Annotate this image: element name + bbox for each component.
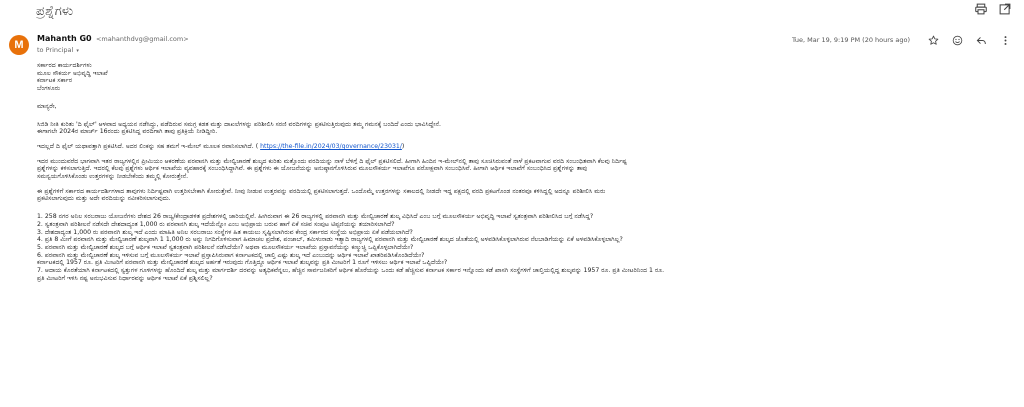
paragraph: ಈ ಪ್ರಶ್ನೆಗಳಿಗೆ ಸರ್ಕಾರದ ಕಾರ್ಯದರ್ಶಿಗಳಾದ ತಾವುಗಳು ನಿರ್ದಿಷ್ಟವಾಗಿ ಉತ್ತರಿಸಬೇಕಾಗಿ ಕೋರುತ್ತೇವೆ. ನೀವು ನೀಡುವ ಉತ್ತರವನ್ನು ವರದಿಯಲ್ಲಿ ಪ್ರಕಟಿಸಲಾಗುತ್ತದೆ. ಒಂದೊಮ್ಮೆ ಉತ್ತರಗಳನ್ನು ಸಕಾಲದಲ್ಲಿ ನೀಡದೇ ಇದ್ದ ಪಕ್ಷದಲ್ಲಿ ವರದಿ ಪ್ರಕಟಗೊಂಡ ನಂತರವೂ ಕಳಿಸಿದ್ದಲ್ಲಿ ಅದನ್ನೂ ಪರಿಶೀಲಿಸಿ ಮರು ಪ್ರಕಟಿಸಲಾಗುವುದು ಮತ್ತು ಅದೇ ವರದಿಯನ್ನು ನವೀಕರಿಸಲಾಗುವುದು. (37, 187, 606, 203)
address-line: ಮೂಲ ಸೌಕರ್ಯ ಅಭಿವೃದ್ಧಿ ಇಲಾಖೆ (37, 69, 108, 77)
subject-row (36, 4, 1024, 24)
email-body (37, 62, 917, 282)
email-subject: ಪ್ರಶ್ನೆಗಳು (36, 4, 74, 19)
question-item: 7. ಆದಾಯ ಕೊರತೆಯಾಗಿ ಕರ್ನಾಟಕದಲ್ಲಿ ಸ್ವತ್ತುಗಳ ಗೂಳಿಗಳನ್ನು ಹೊಂದಿದೆ ಶುಲ್ಕ ಮತ್ತು ಮಾರ್ಗದರ್ಶಿ ದರವನ್ನು ಅತ್ಯಧಿಕವೆನ್ನಲು, ಹೆಚ್ಚಿನ ಸಾರ್ವಜನಿಕರಿಗೆ ಆರ್ಥಿಕ ಹೊರೆಯನ್ನು ಒಂದು ಕಡೆ ಹೆಚ್ಚಿಸುವ ಕರ್ನಾಟಕ ಸರ್ಕಾರ ಇನ್ನೊಂದು ಕಡೆ ಖಾಸಗಿ ಸಂಸ್ಥೆಗಳಿಗೆ ಚಾಲ್ತಿಯಲ್ಲಿದ್ದ ಶುಲ್ಕವನ್ನು 1957 ರೂ. ಪ್ರತಿ ಮೀಟರಿನಿಂದ 1 ರೂ. ಪ್ರತಿ ಮೀಟರಿಗೆ ಇಳಿಸಿ ನಷ್ಟ ಅನುಭವಿಸುವ ನಿರ್ಧಾರವನ್ನು ಆರ್ಥಿಕ ಇಲಾಖೆ ಏಕೆ ಪ್ರಶ್ನಿಸಲಿಲ್ಲ? (37, 267, 665, 282)
chevron-down-icon[interactable]: ▾ (76, 48, 79, 54)
question-item: 4. ಪ್ರತಿ 8 ಮೀಗೆ ಪರವಾನಗಿ ಮತ್ತು ಮೇಲ್ವಿಚಾರಣೆ ಶುಲ್ಕವಾಗಿ 1 1,000 ರು ಅನ್ನು ನಿಗದಿಗೊಳಿಸುವಾಗ ಹಿಮಾಚಲ ಪ್ರದೇಶ, ಪಂಜಾಬ್, ತಮಿಳುನಾಡು ಇತ್ಯಾದಿ ರಾಜ್ಯಗಳಲ್ಲಿ ಪರವಾನಗಿ ಮತ್ತು ಮೇಲ್ವಿಚಾರಣೆ ಶುಲ್ಕದ ಜೊತೆಯಲ್ಲಿ ಅಳವಡಿಸಿಕೊಳ್ಳಲಾಗಿರುವ ನೆಲಬಾಡಿಗೆಯನ್ನು ಏಕೆ ಅಳವಡಿಸಿಕೊಳ್ಳಲಾಗಿಲ್ಲ? (37, 236, 623, 244)
paragraph-with-link (37, 143, 917, 151)
recipient-line[interactable] (37, 46, 79, 54)
message-meta (792, 33, 1012, 47)
sender-email: <mahanthdvg@gmail.com> (95, 35, 189, 43)
star-icon[interactable] (926, 33, 940, 47)
paragraph-text: ಇದಲ್ಲದೆ ದಿ ಫೈಲ್ ಯಥಾವತ್ತಾಗಿ ಪ್ರಕಟಿಸಿದೆ. ಅದರ ಲಿಂಕನ್ನು ಸಹ ತಮಗೆ ಇ-ಮೇಲ್ ಮೂಲಕ ರವಾನಿಸಲಾಗಿದೆ. ( (37, 142, 261, 150)
address-line: ಸರ್ಕಾರದ ಕಾರ್ಯದರ್ಶಿಗಳು (37, 62, 92, 69)
avatar[interactable]: M (9, 35, 29, 55)
sender-name[interactable]: Mahanth G0 (37, 34, 92, 43)
emoji-icon[interactable] (950, 33, 964, 47)
recipient-label: to Principal (37, 46, 74, 54)
address-line: ಬೆಂಗಳೂರು (37, 85, 61, 93)
salutation: ಮಾನ್ಯರೇ, (37, 102, 57, 110)
open-in-new-window-icon[interactable] (998, 2, 1012, 16)
print-icon[interactable] (974, 2, 988, 16)
article-link[interactable]: https://the-file.in/2024/03/governance/23031/ (260, 142, 402, 150)
more-icon[interactable] (998, 33, 1012, 47)
sender-line (37, 34, 189, 43)
paragraph-text: ) (401, 142, 405, 150)
question-item: 5. ಪರವಾನಗಿ ಮತ್ತು ಮೇಲ್ವಿಚಾರಣೆ ಶುಲ್ಕದ ಬಗ್ಗೆ ಆರ್ಥಿಕ ಇಲಾಖೆ ಸ್ವತಂತ್ರವಾಗಿ ಪರಿಶೀಲನೆ ನಡೆಸಿದೆಯೇ? ಅಥವಾ ಮೂಲಸೌಕರ್ಯ ಇಲಾಖೆಯ ಪ್ರಸ್ತಾವನೆಯನ್ನು ಕಣ್ಮುಚ್ಚಿ ಒಪ್ಪಿಕೊಳ್ಳಲಾಗಿದೆಯೇ? (37, 243, 414, 251)
question-item: 2. ಸ್ವತಂತ್ರವಾಗಿ ಪರಿಶೀಲನೆ ನಡೆಸದೇ ದೇಶದಾದ್ಯಂತ 1,000 ರು ಪರವಾನಗಿ ಶುಲ್ಕ ಇದೆಯೆನ್ನೋ ಎಂಬ ಅಭಿಪ್ರಾಯ ಬರುವ ಹಾಗೆ ಏಕೆ ಸಚಿವ ಸಂಪುಟ ಟಿಪ್ಪಣಿಯನ್ನು ತಯಾರಿಸಲಾಗಿದೆ? (37, 220, 395, 228)
timestamp: Tue, Mar 19, 9:19 PM (20 hours ago) (791, 36, 910, 44)
paragraph: ಇದರ ಮುಂದುವರೆದ ಭಾಗವಾಗಿ ಇತರ ರಾಜ್ಯಗಳಲ್ಲಿನ ಪ್ರೀಮಿಯಂ ಆಕರಣೆಯ ಪರವಾನಗಿ ಮತ್ತು ಮೇಲ್ವಿಚಾರಣೆ ಶುಲ್ಕದ ಕುರಿತು ಮತ್ತೊಂದು ವರದಿಯನ್ನು ನಾಳೆ ಬೆಳಿಗ್ಗೆ ದಿ ಫೈಲ್ ಪ್ರಕಟಿಸಲಿದೆ. ಹೀಗಾಗಿ ಹಿಂದಿನ ಇ-ಮೇಲ್‌ನಲ್ಲಿ ತಾವು ಸೂಚಿಸಿರುವಂತೆ ನಾಳೆ ಪ್ರಕಟವಾಗುವ ವರದಿ ಸಂಬಂಧಿತವಾಗಿ ಕೆಲವು ನಿರ್ದಿಷ್ಟ ಪ್ರಶ್ನೆಗಳನ್ನು ಕಳಿಸಲಾಗುತ್ತಿದೆ. ಇದರಲ್ಲಿ ಕೆಲವು ಪ್ರಶ್ನೆಗಳು ಆರ್ಥಿಕ ಇಲಾಖೆಯ ವ್ಯವಹಾರಕ್ಕೆ ಸಂಬಂಧಿಸಿದ್ದಾಗಿವೆ. ಈ ಪ್ರಶ್ನೆಗಳು ಈ ಯೋಜನೆಯನ್ನು ಅನುಷ್ಠಾನಗೊಳಿಸಿರುವ ಮೂಲಸೌಕರ್ಯ ಇಲಾಖೆಗೂ ಪರೋಕ್ಷವಾಗಿ ಸಂಬಂಧಿಸಿವೆ. ಹೀಗಾಗಿ ಆರ್ಥಿಕ ಇಲಾಖೆಗೆ ಸಂಬಂಧಿಸಿದ ಪ್ರಶ್ನೆಗಳನ್ನು ತಾವು ಸಮನ್ವಯಗೊಳಿಸಿಕೊಂಡು ಉತ್ತರಗಳನ್ನು ನೀಡಬೇಕೆಂದು ತಮ್ಮಲ್ಲಿ ಕೋರುತ್ತೇನೆ. (37, 157, 627, 181)
question-item: 6. ಪರವಾನಗಿ ಮತ್ತು ಮೇಲ್ವಿಚಾರಣೆ ಶುಲ್ಕ ಇಳಿಸುವ ಬಗ್ಗೆ ಮೂಲಸೌಕರ್ಯ ಇಲಾಖೆ ಪ್ರಸ್ತಾಪಿಸಿರುವಾಗ ಕರ್ನಾಟಕದಲ್ಲಿ ಚಾಲ್ತಿ ಎಷ್ಟು ಶುಲ್ಕ ಇದೆ ಎಂಬುದನ್ನು ಆರ್ಥಿಕ ಇಲಾಖೆ ಖಾತರಿಪಡಿಸಿಕೊಂಡಿದೆಯೇ? ಕರ್ನಾಟಕದಲ್ಲಿ 1957 ರೂ. ಪ್ರತಿ ಮೀಟರಿಗೆ ಪರವಾನಗಿ ಮತ್ತು ಮೇಲ್ವಿಚಾರಣೆ ಶುಲ್ಕದ ಅರ್ಹತೆ ಇರುವುದು ಗೊತ್ತಿದ್ದೂ ಆರ್ಥಿಕ ಇಲಾಖೆ ಶುಲ್ಕವನ್ನು ಪ್ರತಿ ಮೀಟರಿಗೆ 1 ರೂಗೆ ಇಳಿಸಲು ಆರ್ಥಿಕ ಇಲಾಖೆ ಒಪ್ಪಿದೆಯೇ? (37, 251, 448, 267)
reply-icon[interactable] (974, 33, 988, 47)
top-actions (974, 2, 1012, 16)
question-item: 1. 258 ನಗರ ಅನಿಲ ಸರಬರಾಜು ಯೋಜನೆಗಳು ದೇಶದ 26 ರಾಜ್ಯ/ಕೇಂದ್ರಾಡಳಿತ ಪ್ರದೇಶಗಳಲ್ಲಿ ಜಾರಿಯಲ್ಲಿವೆ. ಹೀಗಿರುವಾಗ ಈ 26 ರಾಜ್ಯಗಳಲ್ಲಿ ಪರವಾನಗಿ ಮತ್ತು ಮೇಲ್ವಿಚಾರಣೆ ಶುಲ್ಕ ವಿಧಿಸಿದೆ ಎಂಬ ಬಗ್ಗೆ ಮೂಲಸೌಕರ್ಯ ಅಭಿವೃದ್ಧಿ ಇಲಾಖೆ ಸ್ವತಂತ್ರವಾಗಿ ಪರಿಶೀಲಿಸಿದ ಬಗ್ಗೆ ನಡೆಸಿದ್ದ? (37, 213, 594, 221)
address-line: ಕರ್ನಾಟಕ ಸರ್ಕಾರ (37, 77, 73, 85)
paragraph: ಸಿಜಿಡಿ ನೀತಿ ಕುರಿತು 'ದಿ ಫೈಲ್' ಆಳವಾದ ಅಧ್ಯಯನ ನಡೆಸಿದ್ದು, ಪಡೆದಿರುವ ಸಮಗ್ರ ಕಡತ ಮತ್ತು ದಾಖಲೆಗಳನ್ನು ಪರಿಶೀಲಿಸಿ ಸರಣಿ ವರದಿಗಳನ್ನು ಪ್ರಕಟಿಸುತ್ತಿರುವುದು ತಮ್ಮ ಗಮನಕ್ಕೆ ಬಂದಿದೆ ಎಂದು ಭಾವಿಸಿದ್ದೇನೆ. ಈಗಾಗಲೇ 2024ರ ಮಾರ್ಚ್ 16ರಂದು ಪ್ರಕಟಿಸಿದ್ದ ವರದಿಗಾಗಿ ತಾವು ಪ್ರತಿಕ್ರಿಯೆ ನೀಡಿದ್ದೀರಿ. (37, 120, 441, 136)
question-item: 3. ದೇಶದಾದ್ಯಂತ 1,000 ರು ಪರವಾನಗಿ ಶುಲ್ಕ ಇದೆ ಎಂದು ಮಾಹಿತಿ ಅನಿಲ ಸರಬರಾಜು ಸಂಸ್ಥೆಗಳ ಹಿತ ಕಾಯಲು ಸೃಷ್ಟಿಸಲಾಗಿರುವ ಕೇಂದ್ರ ಸರ್ಕಾರದ ಸಂಸ್ಥೆಯ ಅಭಿಪ್ರಾಯ ಏಕೆ ಪಡೆಯಲಾಗಿದೆ? (37, 228, 413, 236)
